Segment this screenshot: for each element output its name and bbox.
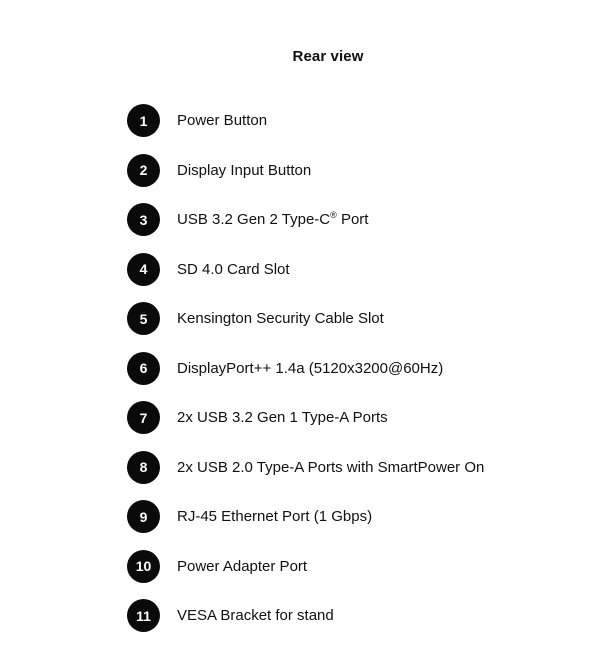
list-item	[127, 393, 484, 443]
list-item	[127, 195, 484, 245]
list-item	[127, 443, 484, 493]
registered-mark: ®	[330, 210, 337, 221]
list-item	[127, 146, 484, 196]
number-badge: 11	[127, 599, 160, 632]
number-badge: 7	[127, 401, 160, 434]
list-item	[127, 492, 484, 542]
item-label-group	[177, 211, 368, 228]
list-item	[127, 542, 484, 592]
list-item	[127, 96, 484, 146]
item-label: Display Input Button	[177, 161, 312, 179]
number-badge: 3	[127, 203, 160, 236]
item-label: Power Button	[177, 112, 268, 130]
number-badge: 2	[127, 154, 160, 187]
port-list	[127, 96, 484, 641]
list-item	[127, 344, 484, 394]
number-badge: 4	[127, 253, 160, 286]
number-badge: 5	[127, 302, 160, 335]
page-title: Rear view	[292, 48, 364, 65]
number-badge: 1	[127, 104, 160, 137]
list-item	[127, 591, 484, 641]
number-badge: 6	[127, 352, 160, 385]
item-label: RJ-45 Ethernet Port (1 Gbps)	[177, 508, 373, 526]
item-label: VESA Bracket for stand	[177, 607, 334, 625]
item-label-suffix: Port	[336, 211, 369, 229]
list-item	[127, 245, 484, 295]
item-label: 2x USB 3.2 Gen 1 Type-A Ports	[177, 409, 388, 427]
number-badge: 9	[127, 500, 160, 533]
item-label: Kensington Security Cable Slot	[177, 310, 384, 328]
item-label: 2x USB 2.0 Type-A Ports with SmartPower On	[177, 458, 485, 476]
number-badge: 8	[127, 451, 160, 484]
item-label: Power Adapter Port	[177, 557, 308, 575]
item-label: DisplayPort++ 1.4a (5120x3200@60Hz)	[177, 359, 444, 377]
item-label: USB 3.2 Gen 2 Type-C	[177, 211, 331, 229]
number-badge: 10	[127, 550, 160, 583]
item-label: SD 4.0 Card Slot	[177, 260, 290, 278]
list-item	[127, 294, 484, 344]
